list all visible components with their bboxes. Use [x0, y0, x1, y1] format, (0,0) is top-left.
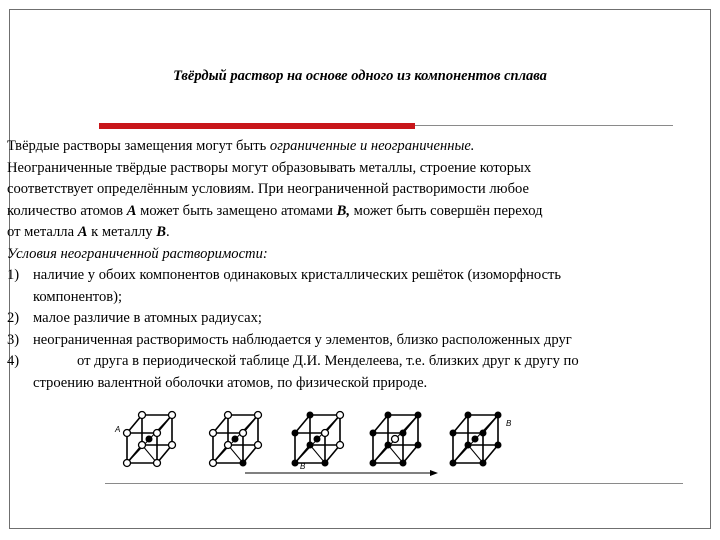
list-item: 1) наличие у обоих компонентов одинаковых кристаллических решёток (изоморфность [7, 267, 562, 283]
list-item: 2) малое различие в атомных радиусах; [7, 310, 262, 326]
list-item-continuation: компонентов); [33, 288, 123, 305]
title-underline-red [99, 123, 415, 129]
body-text [7, 136, 707, 394]
lattice-cube-2 [210, 412, 262, 467]
list-item: 3) неограниченная растворимость наблюдается у элементов, близко расположенных друг [7, 331, 572, 348]
para-line-4: количество атомов А может быть замещено атомами В, может быть совершён переход [7, 202, 543, 219]
list-item: 4) от друга в периодической таблице Д.И. Менделеева, т.е. близких друг к другу по [7, 353, 579, 369]
lattice-cube-1 [124, 412, 176, 467]
arrow-icon [245, 470, 438, 476]
figure-label-a: A [115, 425, 121, 434]
title-underline-gray [415, 125, 673, 126]
para-line-2: Неограниченные твёрдые растворы могут образовывать металлы, строение которых [7, 159, 532, 176]
lattice-figure [105, 393, 524, 481]
slide-title: Твёрдый раствор на основе одного из компонентов сплава [173, 68, 547, 84]
para-line-5: от металла А к металлу В. [7, 224, 170, 240]
lattice-cube-4 [370, 412, 422, 467]
para-line-1: Твёрдые растворы замещения могут быть ограниченные и неограниченные. [7, 138, 475, 154]
figure-arrow-label: B [300, 462, 306, 471]
lattice-cube-3 [292, 412, 344, 467]
bottom-rule [105, 483, 683, 484]
figure-label-b: B [506, 419, 512, 428]
lattice-cube-5 [450, 412, 502, 467]
para-line-3: соответствует определённым условиям. При неограниченной растворимости любое [7, 181, 529, 197]
conditions-heading: Условия неограниченной растворимости: [7, 245, 268, 262]
list-item-continuation: строению валентной оболочки атомов, по физической природе. [33, 374, 428, 391]
